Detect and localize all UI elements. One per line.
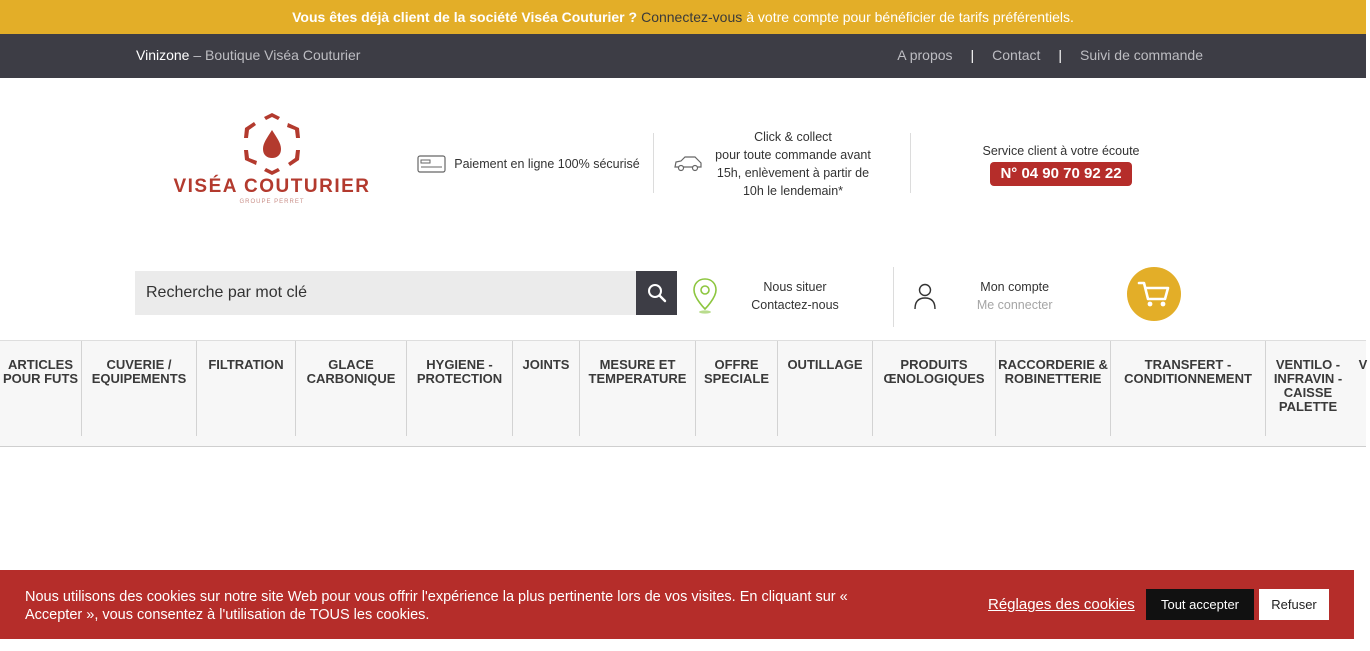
brand-name: Vinizone	[136, 47, 190, 63]
link-suivi-commande[interactable]: Suivi de commande	[1080, 47, 1203, 63]
locate-store[interactable]	[688, 276, 868, 316]
divider	[910, 133, 911, 193]
category-joints[interactable]: JOINTS	[513, 341, 580, 436]
link-contact[interactable]: Contact	[992, 47, 1041, 63]
promo-login-link[interactable]: Connectez-vous	[641, 9, 743, 25]
cookie-settings-link[interactable]: Réglages des cookies	[988, 596, 1135, 613]
search-button[interactable]	[636, 271, 677, 315]
top-links	[897, 47, 1203, 63]
category-cuverie-equipements[interactable]: CUVERIE / EQUIPEMENTS	[82, 341, 197, 436]
category-overflow[interactable]: V	[1358, 357, 1368, 372]
promo-banner	[0, 0, 1366, 34]
link-a-propos[interactable]: A propos	[897, 47, 953, 63]
payment-text: Paiement en ligne 100% sécurisé	[454, 157, 640, 171]
category-ventilo-infravin[interactable]: VENTILO - INFRAVIN - CAISSE PALETTE	[1273, 357, 1343, 414]
category-outillage[interactable]: OUTILLAGE	[778, 341, 873, 436]
category-offre-speciale[interactable]: OFFRE SPECIALE	[696, 341, 778, 436]
service-label: Service client à votre écoute	[982, 144, 1140, 158]
card-icon	[414, 154, 450, 174]
link-separator: |	[970, 47, 975, 63]
account-subtitle: Me connecter	[976, 298, 1053, 312]
payment-info	[414, 128, 644, 200]
site-brand[interactable]	[136, 47, 360, 63]
click-collect-info	[670, 128, 900, 200]
click-collect-detail: pour toute commande avant 15h, enlèvement à partir de 10h le lendemain*	[715, 148, 871, 198]
category-transfert-conditionnement[interactable]: TRANSFERT - CONDITIONNEMENT	[1111, 341, 1266, 436]
link-separator: |	[1058, 47, 1063, 63]
category-produits-oenologiques[interactable]: PRODUITS ŒNOLOGIQUES	[873, 341, 996, 436]
category-filtration[interactable]: FILTRATION	[197, 341, 296, 436]
category-articles-pour-futs[interactable]: ARTICLES POUR FUTS	[0, 341, 82, 436]
account-title: Mon compte	[980, 280, 1050, 294]
cookie-refuse-button[interactable]: Refuser	[1259, 589, 1329, 620]
location-pin-icon	[688, 277, 722, 315]
divider	[893, 267, 894, 327]
brand-subtitle: – Boutique Viséa Couturier	[189, 47, 361, 63]
logo-emblem-icon	[165, 112, 379, 176]
logo-name: VISÉA COUTURIER	[173, 176, 371, 197]
search-bar	[135, 271, 677, 315]
locate-subtitle: Contactez-nous	[751, 298, 839, 312]
cart-button[interactable]	[1127, 267, 1181, 321]
car-icon	[670, 155, 706, 173]
search-icon	[647, 283, 667, 303]
logo-tagline: GROUPE PERRET	[239, 199, 305, 205]
account-link[interactable]	[905, 276, 1085, 316]
cookie-accept-button[interactable]: Tout accepter	[1146, 589, 1254, 620]
promo-lead: Vous êtes déjà client de la société Viséa Couturier ?	[292, 9, 638, 25]
category-mesure-temperature[interactable]: MESURE ET TEMPERATURE	[580, 341, 696, 436]
phone-badge[interactable]: N° 04 90 70 92 22	[990, 162, 1131, 186]
top-nav-bar	[0, 34, 1366, 78]
locate-title: Nous situer	[763, 280, 827, 294]
service-client-info	[960, 128, 1162, 200]
category-raccorderie-robinetterie[interactable]: RACCORDERIE & ROBINETTERIE	[996, 341, 1111, 436]
click-collect-text	[706, 128, 880, 200]
category-glace-carbonique[interactable]: GLACE CARBONIQUE	[296, 341, 407, 436]
divider	[653, 133, 654, 193]
user-icon	[905, 282, 944, 310]
promo-tail: à votre compte pour bénéficier de tarifs préférentiels.	[746, 9, 1074, 25]
site-logo[interactable]	[165, 112, 379, 208]
cookie-banner	[0, 570, 1354, 639]
category-hygiene-protection[interactable]: HYGIENE - PROTECTION	[407, 341, 513, 436]
click-collect-title: Click & collect	[754, 130, 832, 144]
category-menu	[0, 340, 1366, 447]
search-input[interactable]	[135, 271, 636, 315]
cart-icon	[1137, 279, 1171, 309]
cookie-text: Nous utilisons des cookies sur notre site Web pour vous offrir l'expérience la plus pertinente lors de vos visites. En cliquant sur « Accepter », vous consentez à l'utilisation de TOUS les cookies.	[25, 589, 848, 623]
